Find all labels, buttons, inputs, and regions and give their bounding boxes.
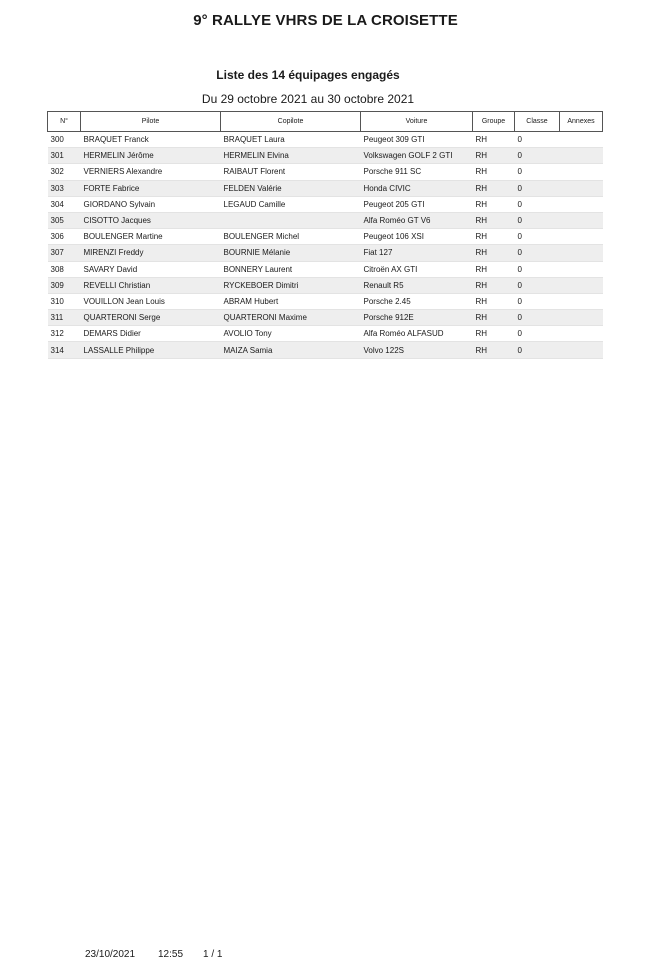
voiture-cell: Volvo 122S	[361, 342, 473, 358]
annexes-cell	[560, 148, 603, 164]
footer-page: 1 / 1	[203, 949, 223, 960]
copilote-cell: FELDEN Valérie	[221, 180, 361, 196]
groupe-cell: RH	[473, 132, 515, 148]
header-numero: N°	[48, 112, 81, 132]
classe-cell: 0	[515, 277, 560, 293]
table-row	[48, 148, 603, 164]
annexes-cell	[560, 326, 603, 342]
numero-cell: 304	[48, 196, 81, 212]
annexes-cell	[560, 229, 603, 245]
voiture-cell: Peugeot 205 GTI	[361, 196, 473, 212]
table-row	[48, 261, 603, 277]
pilote-cell: DEMARS Didier	[81, 326, 221, 342]
table-header-row	[48, 112, 603, 132]
annexes-cell	[560, 196, 603, 212]
groupe-cell: RH	[473, 342, 515, 358]
table-row	[48, 326, 603, 342]
voiture-cell: Porsche 2.45	[361, 293, 473, 309]
annexes-cell	[560, 277, 603, 293]
table-row	[48, 180, 603, 196]
footer-date: 23/10/2021	[85, 949, 136, 960]
voiture-cell: Fiat 127	[361, 245, 473, 261]
classe-cell: 0	[515, 326, 560, 342]
numero-cell: 310	[48, 293, 81, 309]
pilote-cell: LASSALLE Philippe	[81, 342, 221, 358]
annexes-cell	[560, 261, 603, 277]
table-row	[48, 245, 603, 261]
pilote-cell: VOUILLON Jean Louis	[81, 293, 221, 309]
entries-body	[48, 132, 603, 359]
groupe-cell: RH	[473, 261, 515, 277]
pilote-cell: SAVARY David	[81, 261, 221, 277]
numero-cell: 302	[48, 164, 81, 180]
voiture-cell: Alfa Roméo GT V6	[361, 212, 473, 228]
numero-cell: 301	[48, 148, 81, 164]
annexes-cell	[560, 180, 603, 196]
numero-cell: 306	[48, 229, 81, 245]
voiture-cell: Porsche 912E	[361, 310, 473, 326]
groupe-cell: RH	[473, 245, 515, 261]
header-classe: Classe	[515, 112, 560, 132]
entries-table	[47, 111, 603, 359]
header-pilote: Pilote	[81, 112, 221, 132]
groupe-cell: RH	[473, 212, 515, 228]
annexes-cell	[560, 310, 603, 326]
footer-time: 12:55	[158, 949, 184, 960]
table-row	[48, 310, 603, 326]
voiture-cell: Volkswagen GOLF 2 GTI	[361, 148, 473, 164]
copilote-cell: MAIZA Samia	[221, 342, 361, 358]
groupe-cell: RH	[473, 326, 515, 342]
copilote-cell: RYCKEBOER Dimitri	[221, 277, 361, 293]
copilote-cell: BOURNIE Mélanie	[221, 245, 361, 261]
groupe-cell: RH	[473, 180, 515, 196]
header-voiture: Voiture	[361, 112, 473, 132]
classe-cell: 0	[515, 180, 560, 196]
voiture-cell: Honda CIVIC	[361, 180, 473, 196]
pilote-cell: VERNIERS Alexandre	[81, 164, 221, 180]
classe-cell: 0	[515, 148, 560, 164]
numero-cell: 307	[48, 245, 81, 261]
classe-cell: 0	[515, 245, 560, 261]
voiture-cell: Citroën AX GTI	[361, 261, 473, 277]
groupe-cell: RH	[473, 164, 515, 180]
event-dates: Du 29 octobre 2021 au 30 octobre 2021	[201, 92, 415, 106]
groupe-cell: RH	[473, 148, 515, 164]
groupe-cell: RH	[473, 277, 515, 293]
pilote-cell: HERMELIN Jérôme	[81, 148, 221, 164]
table-row	[48, 164, 603, 180]
table-row	[48, 229, 603, 245]
numero-cell: 311	[48, 310, 81, 326]
table-row	[48, 293, 603, 309]
numero-cell: 312	[48, 326, 81, 342]
copilote-cell: ABRAM Hubert	[221, 293, 361, 309]
pilote-cell: FORTE Fabrice	[81, 180, 221, 196]
document-subtitle: Liste des 14 équipages engagés	[216, 68, 400, 82]
copilote-cell: LEGAUD Camille	[221, 196, 361, 212]
groupe-cell: RH	[473, 196, 515, 212]
classe-cell: 0	[515, 132, 560, 148]
classe-cell: 0	[515, 310, 560, 326]
numero-cell: 300	[48, 132, 81, 148]
annexes-cell	[560, 293, 603, 309]
numero-cell: 305	[48, 212, 81, 228]
pilote-cell: QUARTERONI Serge	[81, 310, 221, 326]
numero-cell: 309	[48, 277, 81, 293]
table-row	[48, 342, 603, 358]
pilote-cell: REVELLI Christian	[81, 277, 221, 293]
pilote-cell: CISOTTO Jacques	[81, 212, 221, 228]
copilote-cell: AVOLIO Tony	[221, 326, 361, 342]
voiture-cell: Porsche 911 SC	[361, 164, 473, 180]
pilote-cell: GIORDANO Sylvain	[81, 196, 221, 212]
voiture-cell: Peugeot 106 XSI	[361, 229, 473, 245]
classe-cell: 0	[515, 196, 560, 212]
header-annexes: Annexes	[560, 112, 603, 132]
table-row	[48, 277, 603, 293]
copilote-cell: RAIBAUT Florent	[221, 164, 361, 180]
annexes-cell	[560, 132, 603, 148]
classe-cell: 0	[515, 261, 560, 277]
copilote-cell: BRAQUET Laura	[221, 132, 361, 148]
copilote-cell: QUARTERONI Maxime	[221, 310, 361, 326]
numero-cell: 314	[48, 342, 81, 358]
header-copilote: Copilote	[221, 112, 361, 132]
groupe-cell: RH	[473, 293, 515, 309]
copilote-cell: BOULENGER Michel	[221, 229, 361, 245]
classe-cell: 0	[515, 212, 560, 228]
copilote-cell: HERMELIN Elvina	[221, 148, 361, 164]
pilote-cell: BRAQUET Franck	[81, 132, 221, 148]
voiture-cell: Peugeot 309 GTI	[361, 132, 473, 148]
annexes-cell	[560, 245, 603, 261]
annexes-cell	[560, 342, 603, 358]
classe-cell: 0	[515, 164, 560, 180]
pilote-cell: MIRENZI Freddy	[81, 245, 221, 261]
copilote-cell: BONNERY Laurent	[221, 261, 361, 277]
annexes-cell	[560, 164, 603, 180]
numero-cell: 303	[48, 180, 81, 196]
classe-cell: 0	[515, 229, 560, 245]
document-title: 9° RALLYE VHRS DE LA CROISETTE	[193, 12, 458, 29]
table-row	[48, 212, 603, 228]
groupe-cell: RH	[473, 229, 515, 245]
numero-cell: 308	[48, 261, 81, 277]
voiture-cell: Renault R5	[361, 277, 473, 293]
voiture-cell: Alfa Roméo ALFASUD	[361, 326, 473, 342]
pilote-cell: BOULENGER Martine	[81, 229, 221, 245]
copilote-cell	[221, 212, 361, 228]
classe-cell: 0	[515, 342, 560, 358]
header-groupe: Groupe	[473, 112, 515, 132]
annexes-cell	[560, 212, 603, 228]
groupe-cell: RH	[473, 310, 515, 326]
table-row	[48, 132, 603, 148]
table-row	[48, 196, 603, 212]
classe-cell: 0	[515, 293, 560, 309]
